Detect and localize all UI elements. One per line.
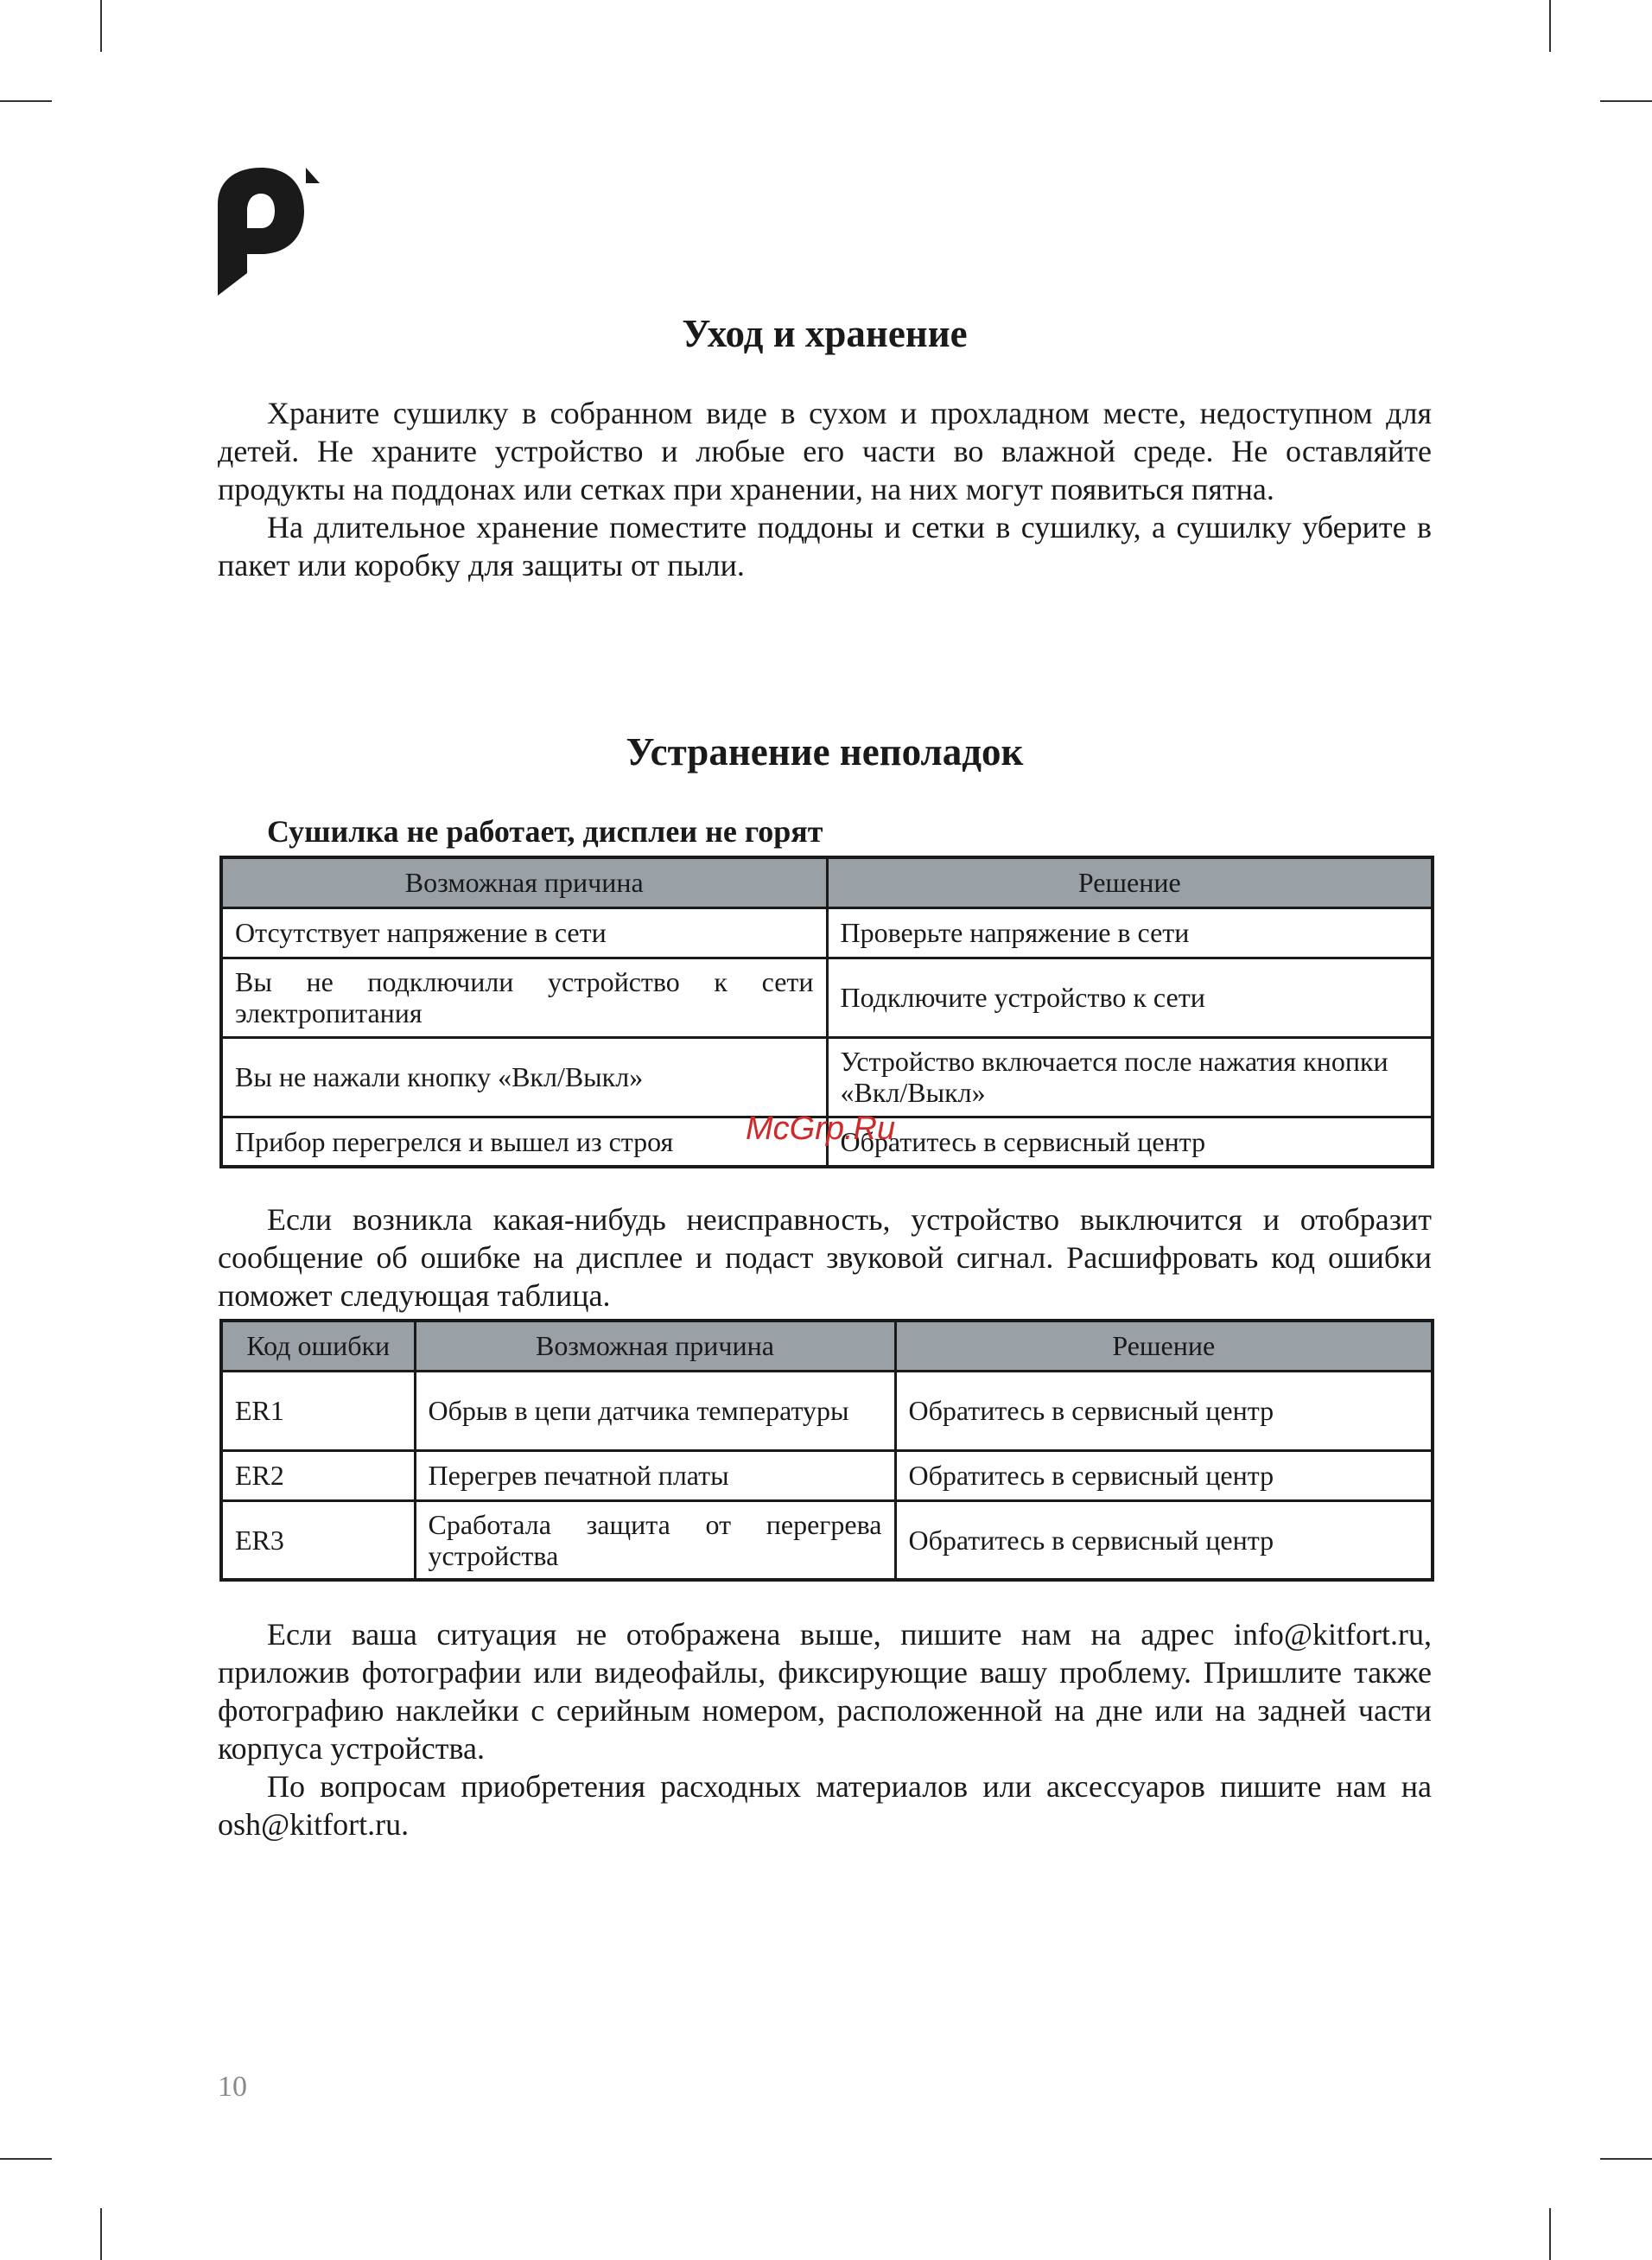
table-cell: Вы не нажали кнопку «Вкл/Выкл» bbox=[221, 1037, 827, 1117]
troubleshooting-title: Устранение неполадок bbox=[626, 730, 1024, 773]
table-cell: Отсутствует напряжение в сети bbox=[221, 907, 827, 958]
error-intro bbox=[218, 1200, 1432, 1315]
table-header: Решение bbox=[895, 1321, 1433, 1371]
table-cell: Обратитесь в сервисный центр bbox=[895, 1500, 1433, 1580]
care-text bbox=[218, 394, 1432, 584]
error-code: ER1 bbox=[221, 1371, 415, 1450]
crop-mark bbox=[100, 0, 102, 52]
table-row bbox=[221, 1500, 1433, 1580]
table-row bbox=[221, 958, 1433, 1037]
care-paragraph-1: Храните сушилку в собранном виде в сухом и прохладном месте, недоступном для детей. Не храните устройство и любые его части во влажной среде. Не оставляйте продукты на поддонах или сетках при хранении, на них могут появиться пятна. bbox=[218, 396, 1432, 506]
table-cell: Перегрев печатной платы bbox=[415, 1450, 895, 1500]
page-number: 10 bbox=[218, 2071, 247, 2103]
table-cell: Обратитесь в сервисный центр bbox=[895, 1371, 1433, 1450]
error-code-table bbox=[219, 1319, 1434, 1582]
error-intro-paragraph: Если возникла какая-нибудь неисправность, устройство выключится и отобразит сообщение об ошибке на дисплее и подаст звуковой сигнал. Расшифровать код ошибки поможет следующая таблица. bbox=[218, 1202, 1432, 1313]
crop-mark bbox=[1549, 2208, 1551, 2260]
table1-subheading: Сушилка не работает, дисплеи не горят bbox=[267, 814, 823, 849]
table-row bbox=[221, 1450, 1433, 1500]
contact-paragraph-2: По вопросам приобретения расходных материалов или аксессуаров пишите нам на osh@kitfort.ru. bbox=[218, 1769, 1432, 1842]
table-cell: Подключите устройство к сети bbox=[827, 958, 1433, 1037]
table-cell: Вы не подключили устройство к сети электропитания bbox=[221, 958, 827, 1037]
table-cell: Обратитесь в сервисный центр bbox=[895, 1450, 1433, 1500]
table-cell: Проверьте напряжение в сети bbox=[827, 907, 1433, 958]
contact-text bbox=[218, 1615, 1432, 1843]
kitfort-logo-icon bbox=[216, 166, 320, 296]
error-code: ER3 bbox=[221, 1500, 415, 1580]
table-header: Код ошибки bbox=[221, 1321, 415, 1371]
table-cell: Обратитесь в сервисный центр bbox=[827, 1117, 1433, 1167]
table-row bbox=[221, 1371, 1433, 1450]
table-header: Решение bbox=[827, 857, 1433, 907]
care-title: Уход и хранение bbox=[682, 312, 968, 355]
crop-mark bbox=[1600, 2158, 1652, 2160]
table-header: Возможная причина bbox=[221, 857, 827, 907]
table-row bbox=[221, 907, 1433, 958]
table-cell: Прибор перегрелся и вышел из строя bbox=[221, 1117, 827, 1167]
table-cell: Устройство включается после нажатия кнопки «Вкл/Выкл» bbox=[827, 1037, 1433, 1117]
crop-mark bbox=[1600, 100, 1652, 102]
watermark: McGrp.Ru bbox=[746, 1111, 896, 1147]
contact-paragraph-1: Если ваша ситуация не отображена выше, пишите нам на адрес info@kitfort.ru, приложив фотографии или видеофайлы, фиксирующие вашу проблему. Пришлите также фотографию наклейки с серийным номером, расположенной на дне или на задней части корпуса устройства. bbox=[218, 1617, 1432, 1766]
error-code: ER2 bbox=[221, 1450, 415, 1500]
care-paragraph-2: На длительное хранение поместите поддоны и сетки в сушилку, а сушилку уберите в пакет или коробку для защиты от пыли. bbox=[218, 510, 1432, 583]
table-header: Возможная причина bbox=[415, 1321, 895, 1371]
table-cell: Сработала защита от перегрева устройства bbox=[415, 1500, 895, 1580]
crop-mark bbox=[1549, 0, 1551, 52]
table-cell: Обрыв в цепи датчика температуры bbox=[415, 1371, 895, 1450]
crop-mark bbox=[0, 100, 52, 102]
crop-mark bbox=[0, 2158, 52, 2160]
crop-mark bbox=[100, 2208, 102, 2260]
table-row bbox=[221, 1037, 1433, 1117]
